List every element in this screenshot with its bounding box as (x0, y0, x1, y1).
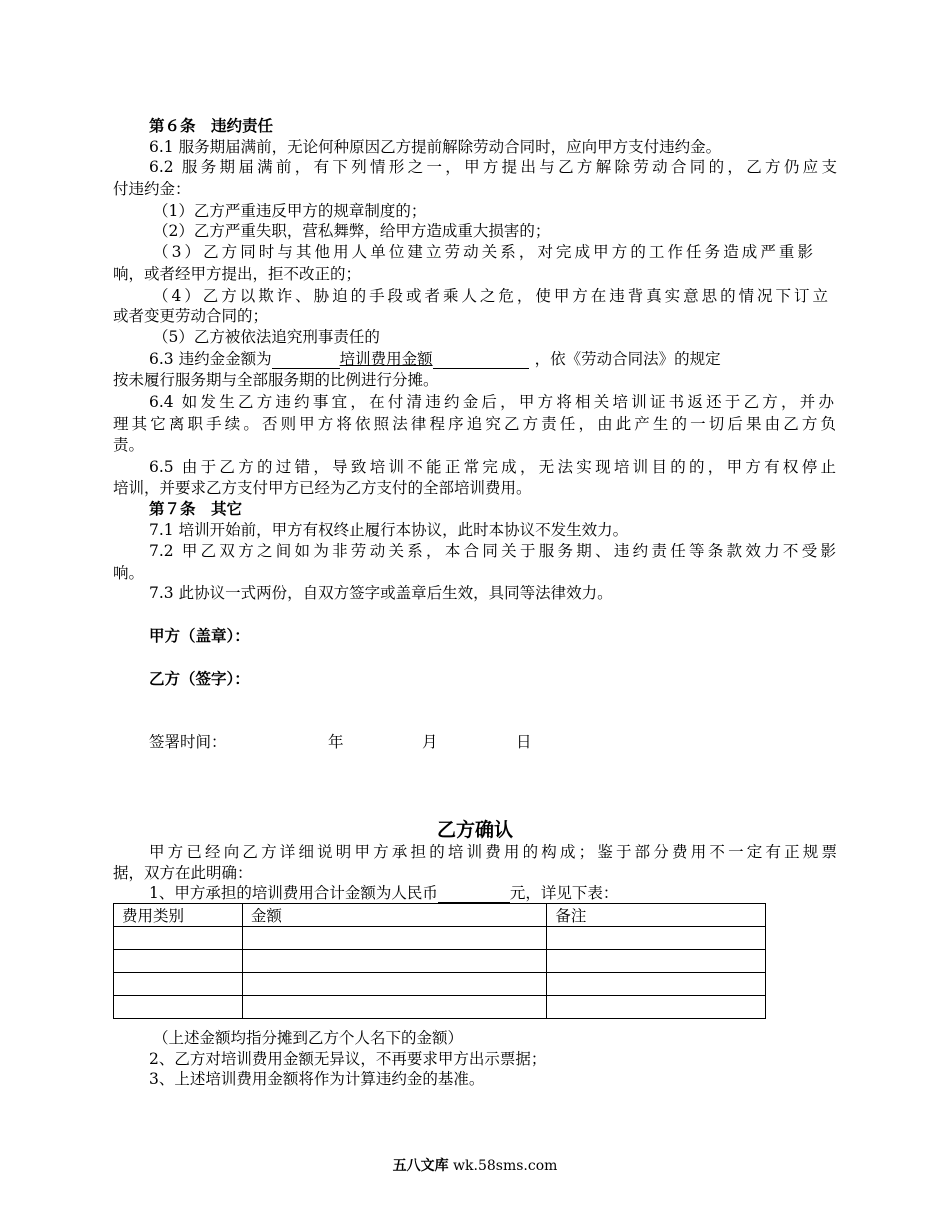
confirmation-item-1 (149, 883, 618, 903)
clause-6-2-line2: 付违约金： (113, 180, 191, 198)
clause-7-2-line2: 响。 (113, 564, 145, 582)
clause-6-3-amount (149, 349, 721, 369)
clause-6-2-line1: 6.2 服务期届满前，有下列情形之一，甲方提出与乙方解除劳动合同的，乙方仍应支 (149, 158, 837, 176)
fee-cell-remark (547, 950, 766, 973)
fee-table (113, 903, 766, 1019)
clause-6-2-item-1: （1）乙方严重违反甲方的规章制度的； (153, 202, 427, 220)
fee-cell-remark (547, 927, 766, 950)
clause-6-2-item-3-line2: 响，或者经甲方提出，拒不改正的； (113, 265, 362, 283)
fee-table-header-row (114, 904, 766, 927)
fee-cell-category (114, 950, 243, 973)
fee-cell-amount (242, 927, 547, 950)
fee-cell-remark (547, 996, 766, 1019)
article-6-heading: 第６条 违约责任 (149, 117, 274, 135)
clause-6-2-item-4-line2: 或者变更劳动合同的； (113, 307, 269, 325)
table-row (114, 927, 766, 950)
table-row (114, 996, 766, 1019)
amount-fill-text: 培训费用金额 (339, 350, 433, 368)
fee-header-amount: 金额 (242, 904, 547, 927)
sign-date-label: 签署时间： (149, 733, 227, 751)
fee-header-remark: 备注 (547, 904, 766, 927)
footer-brand: 五八文库 (392, 1158, 449, 1174)
clause-7-3: 7.3 此协议一式两份，自双方签字或盖章后生效，具同等法律效力。 (149, 584, 613, 602)
total-amount-blank (438, 886, 510, 903)
confirmation-item-3: 3、上述培训费用金额将作为计算违约金的基准。 (149, 1070, 485, 1088)
clause-6-2-item-3-line1: （3）乙方同时与其他用人单位建立劳动关系，对完成甲方的工作任务造成严重影 (153, 243, 813, 261)
total-amount-prefix: 1、甲方承担的培训费用合计金额为人民币 (149, 884, 438, 902)
clause-6-5-line1: 6.5 由于乙方的过错，导致培训不能正常完成，无法实现培训目的的，甲方有权停止 (149, 458, 836, 476)
clause-7-2-line1: 7.2 甲乙双方之间如为非劳动关系，本合同关于服务期、违约责任等条款效力不受影 (149, 542, 836, 560)
table-row (114, 950, 766, 973)
sign-date-year: 年 (328, 733, 344, 751)
fee-cell-category (114, 973, 243, 996)
clause-6-2-item-5: （5）乙方被依法追究刑事责任的 (153, 328, 380, 346)
table-row (114, 973, 766, 996)
clause-6-4-line2: 理其它离职手续。否则甲方将依照法律程序追究乙方责任，由此产生的一切后果由乙方负 (113, 415, 836, 433)
article-7-heading: 第７条 其它 (149, 500, 243, 518)
clause-7-1: 7.1 培训开始前，甲方有权终止履行本协议，此时本协议不发生效力。 (149, 521, 629, 539)
fee-cell-amount (242, 996, 547, 1019)
clause-6-3-prefix: 6.3 违约金金额为 (149, 350, 272, 368)
fee-cell-category (114, 996, 243, 1019)
fee-cell-category (114, 927, 243, 950)
confirmation-item-2: 2、乙方对培训费用金额无异议，不再要求甲方出示票据； (149, 1050, 547, 1068)
clause-6-2-item-2: （2）乙方严重失职，营私舞弊，给甲方造成重大损害的； (153, 222, 551, 240)
sign-date-month: 月 (422, 733, 438, 751)
clause-6-5-line2: 培训，并要求乙方支付甲方已经为乙方支付的全部培训费用。 (113, 479, 532, 497)
clause-6-3-line2: 按未履行服务期与全部服务期的比例进行分摊。 (113, 371, 439, 389)
fee-cell-amount (242, 973, 547, 996)
clause-6-4-line3: 责。 (113, 436, 145, 454)
footer-url[interactable]: wk.58sms.com (453, 1158, 558, 1174)
fee-cell-amount (242, 950, 547, 973)
confirmation-intro-line2: 据，双方在此明确： (113, 864, 253, 882)
total-amount-suffix: 元，详见下表： (509, 884, 619, 902)
amount-blank-left (272, 352, 340, 369)
fee-table-note: （上述金额均指分摊到乙方个人名下的金额） (153, 1029, 464, 1047)
clause-6-4-line1: 6.4 如发生乙方违约事宜，在付清违约金后，甲方将相关培训证书返还于乙方，并办 (149, 393, 834, 411)
fee-header-category: 费用类别 (114, 904, 243, 927)
party-a-seal-label: 甲方（盖章）： (149, 627, 250, 645)
clause-6-2-item-4-line1: （4）乙方以欺诈、胁迫的手段或者乘人之危，使甲方在违背真实意思的情况下订立 (153, 287, 828, 305)
fee-cell-remark (547, 973, 766, 996)
clause-6-1: 6.1 服务期届满前，无论何种原因乙方提前解除劳动合同时，应向甲方支付违约金。 (149, 138, 722, 156)
clause-6-3-suffix: ，依《劳动合同法》的规定 (534, 350, 721, 368)
page-footer (0, 1155, 950, 1175)
party-b-sign-label: 乙方（签字）： (149, 670, 250, 688)
confirmation-title: 乙方确认 (436, 819, 513, 841)
sign-date-day: 日 (516, 733, 532, 751)
amount-blank-right (433, 352, 529, 369)
confirmation-intro-line1: 甲方已经向乙方详细说明甲方承担的培训费用的构成；鉴于部分费用不一定有正规票 (149, 843, 837, 861)
